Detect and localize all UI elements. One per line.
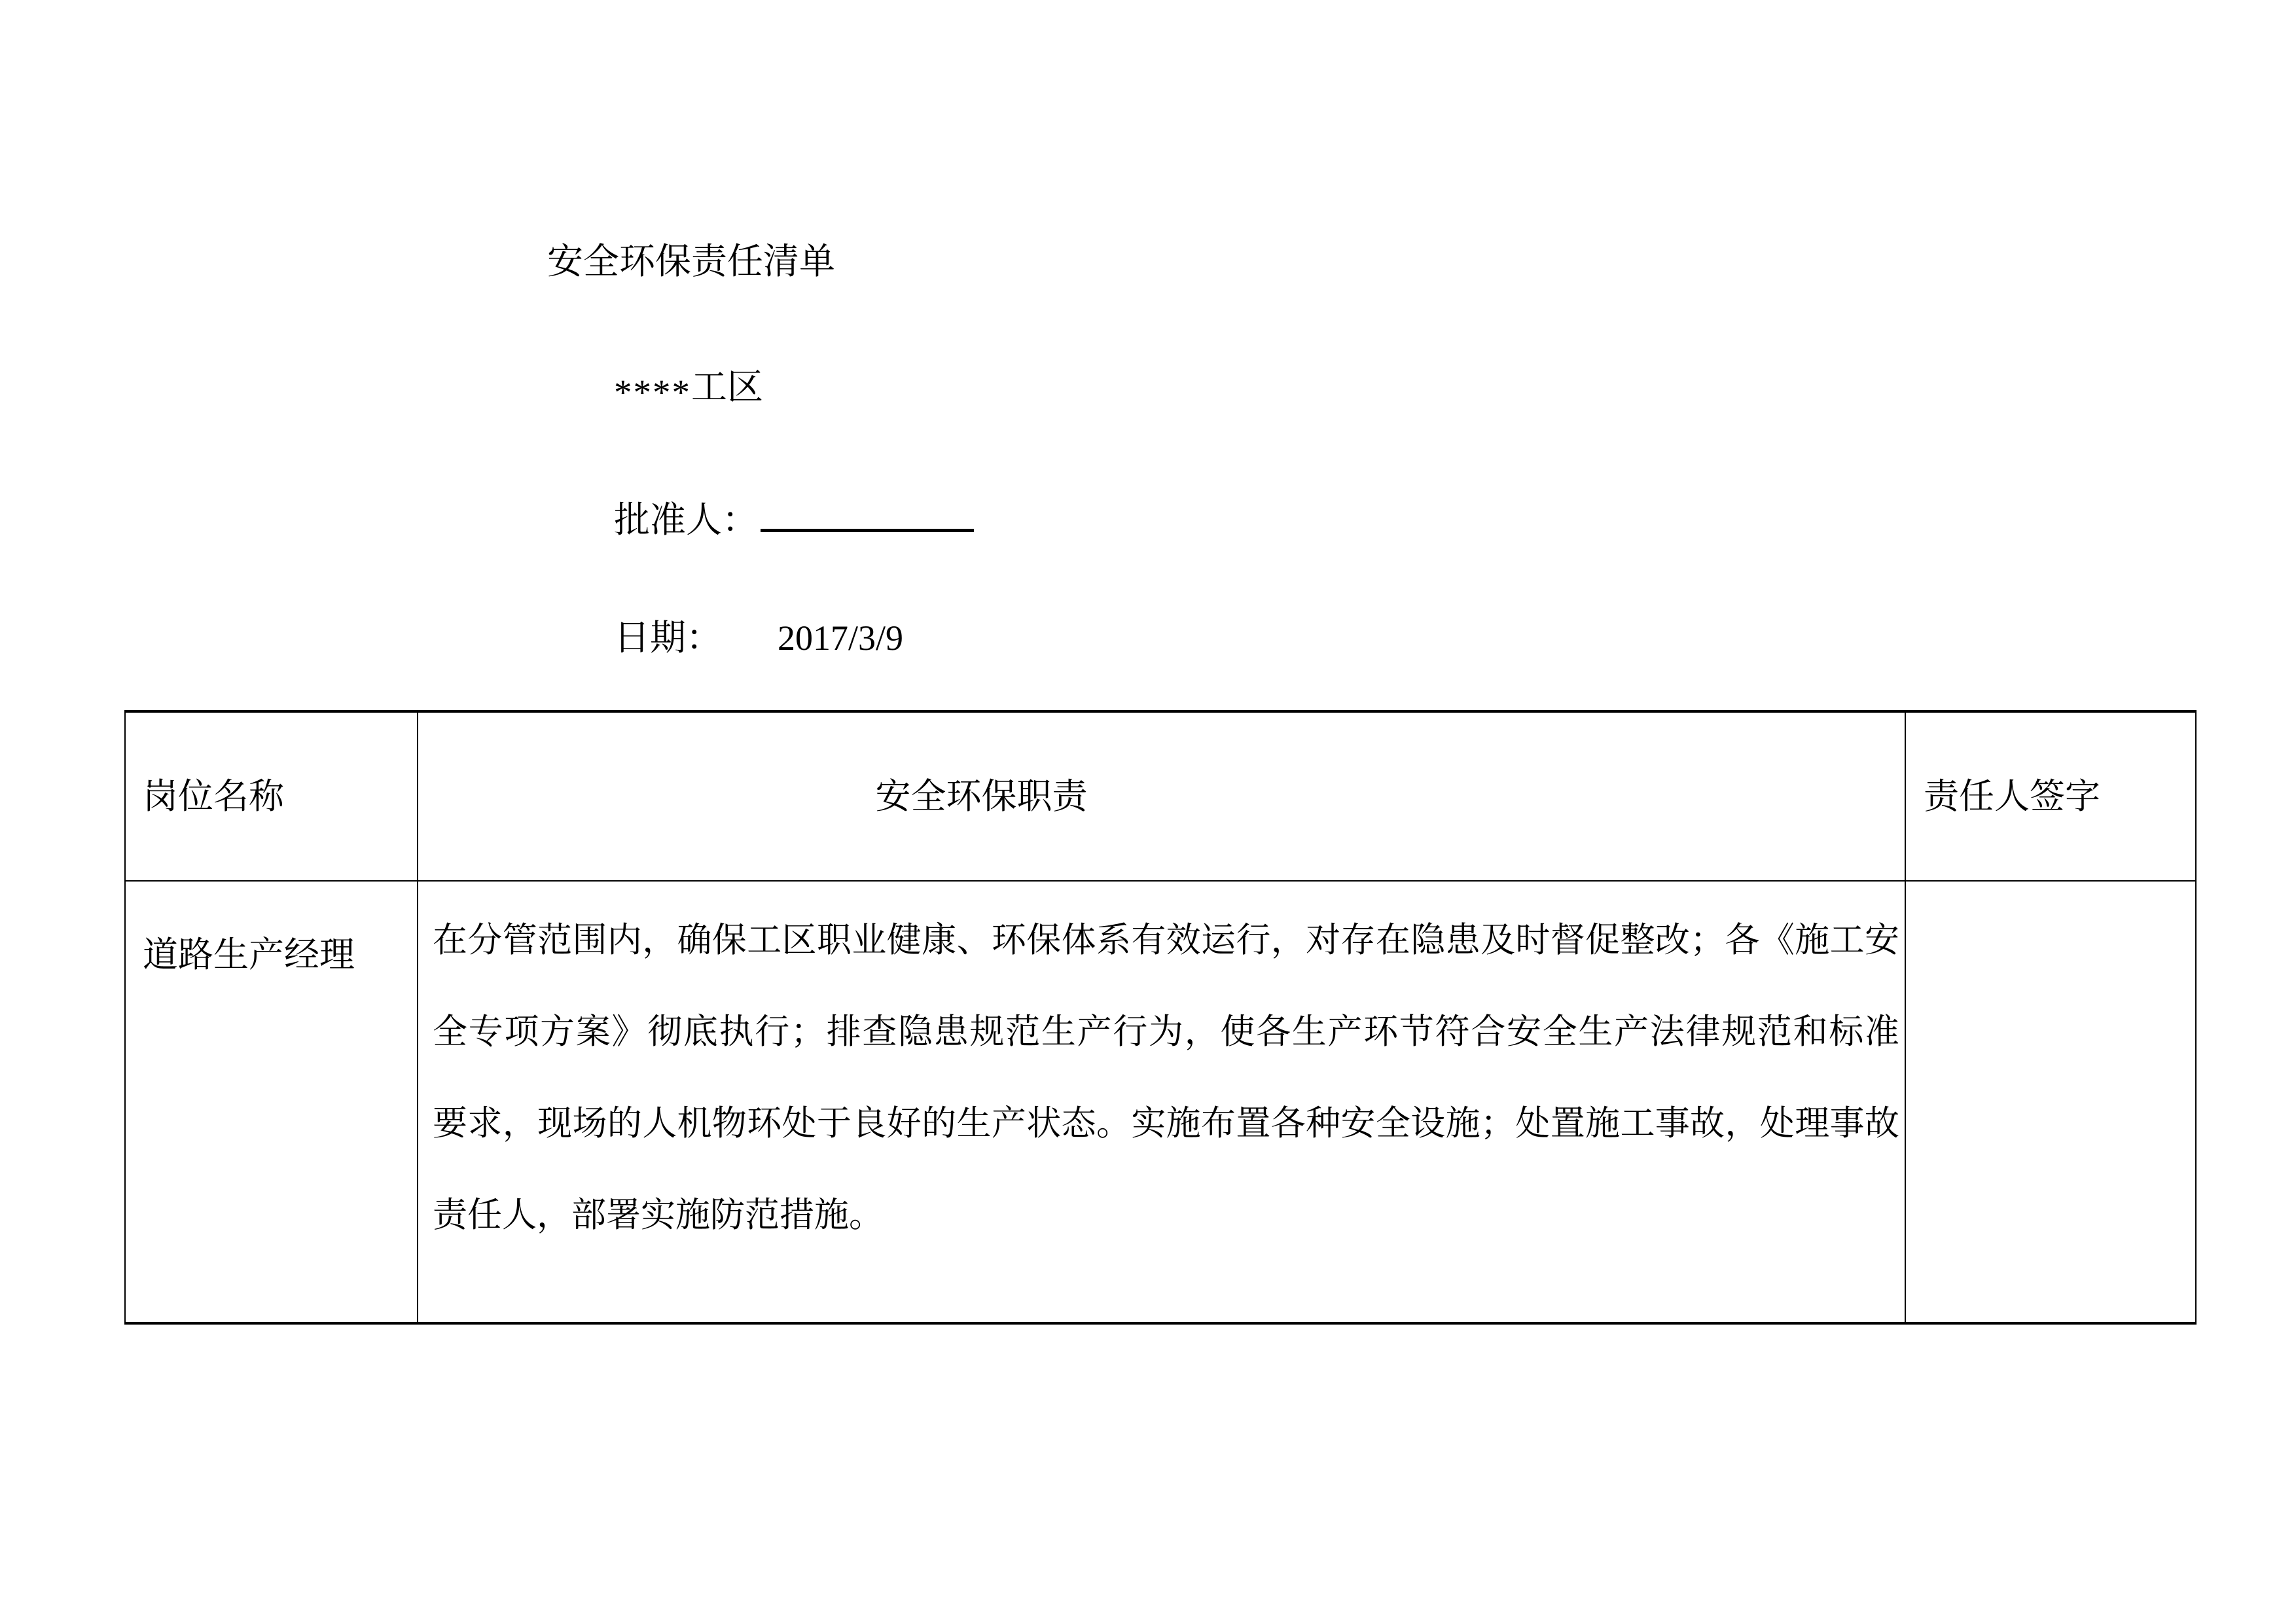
row-position-name: 道路生产经理 bbox=[126, 882, 418, 1322]
header-position: 岗位名称 bbox=[126, 713, 418, 882]
date-line bbox=[614, 618, 903, 658]
approver-signature-blank[interactable] bbox=[761, 493, 974, 532]
duty-text-line: 全专项方案》彻底执行；排查隐患规范生产行为，使各生产环节符合安全生产法律规范和标准 bbox=[433, 1013, 1899, 1051]
work-area-stars: **** bbox=[614, 372, 691, 412]
date-label: 日期： bbox=[614, 618, 723, 658]
approver-line bbox=[614, 493, 974, 541]
header-signature: 责任人签字 bbox=[1906, 713, 2195, 882]
row-duty-text bbox=[418, 882, 1906, 1322]
approver-label: 批准人： bbox=[614, 500, 759, 540]
duty-text-line: 要求，现场的人机物环处于良好的生产状态。实施布置各种安全设施；处置施工事故，处理事故 bbox=[433, 1105, 1899, 1143]
work-area-line bbox=[614, 367, 764, 412]
document-title: 安全环保责任清单 bbox=[547, 241, 836, 281]
date-value: 2017/3/9 bbox=[778, 618, 904, 658]
header-duty: 安全环保职责 bbox=[418, 713, 1906, 882]
duty-text-line: 在分管范围内，确保工区职业健康、环保体系有效运行，对存在隐患及时督促整改；各《施工安 bbox=[433, 921, 1899, 959]
duty-text-line: 责任人，部署实施防范措施。 bbox=[433, 1196, 884, 1234]
responsibility-table bbox=[124, 710, 2197, 1325]
row-signature-blank[interactable] bbox=[1906, 882, 2195, 1322]
work-area-name: 工区 bbox=[691, 367, 764, 407]
